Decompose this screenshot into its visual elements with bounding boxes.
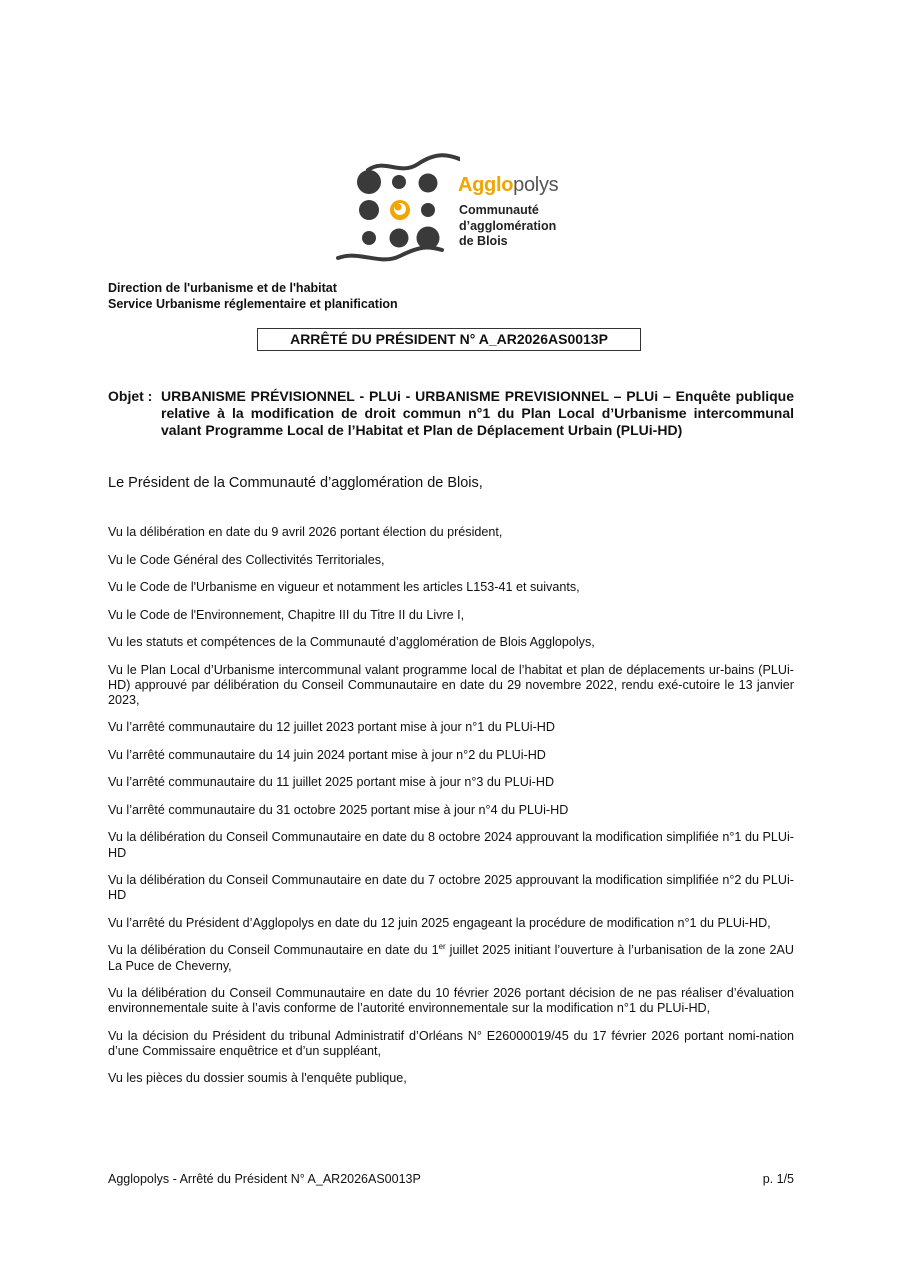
footer-page-number: p. 1/5 (762, 1172, 794, 1186)
consideration-text: Vu la délibération du Conseil Communautaire en date du 1 (108, 943, 439, 958)
consideration-item: Vu l’arrêté communautaire du 11 juillet 2025 portant mise à jour n°3 du PLUi-HD (108, 775, 555, 790)
consideration-item: Vu le Plan Local d’Urbanisme intercommunal valant programme local de l’habitat et plan de déplacements ur-bains (PLUi-HD) approuvé par délibération du Conseil Communautaire en date du 29 novembre 2022, rendu exé-cutoire le 13 janvier 2023, (108, 662, 794, 707)
brand-name-bold: Agglo (458, 174, 514, 196)
consideration-item: Vu l’arrêté du Président d’Agglopolys en date du 12 juin 2025 engageant la procédure de modification n°1 du PLUi-HD, (108, 915, 771, 930)
considerations-list (108, 525, 794, 1099)
consideration-item: Vu l’arrêté communautaire du 12 juillet 2023 portant mise à jour n°1 du PLUi-HD (108, 720, 555, 735)
consideration-item: Vu le Code Général des Collectivités Territoriales, (108, 552, 385, 567)
brand-name (458, 174, 558, 197)
footer-document-ref: Agglopolys - Arrêté du Président N° A_AR2026AS0013P (108, 1172, 421, 1186)
president-line: Le Président de la Communauté d’agglomération de Blois, (108, 475, 483, 491)
service-name: Service Urbanisme réglementaire et planification (108, 297, 398, 311)
consideration-item: Vu la délibération en date du 9 avril 2026 portant élection du président, (108, 525, 503, 539)
tagline-line: d’agglomération (459, 218, 557, 233)
consideration-text: juillet 2025 initiant l’ouverture à l’urbanisation de la zone 2AU La Puce de Cheverny, (108, 943, 794, 973)
consideration-item: Vu la délibération du Conseil Communautaire en date du 7 octobre 2025 approuvant la modification simplifiée n°2 du PLUi-HD (108, 873, 794, 903)
tagline-line: de Blois (459, 234, 508, 248)
brand-name-light: polys (513, 174, 559, 196)
department-name: Direction de l'urbanisme et de l'habitat (108, 281, 337, 295)
objet-text: URBANISME PRÉVISIONNEL - PLUi - URBANISME PREVISIONNEL – PLUi – Enquête publique relative à la modification de droit commun n°1 du Plan Local d’Urbanisme intercommunal valant Programme Local de l’Habitat et Plan de Déplacement Urbain (PLUi-HD) (161, 388, 794, 439)
tagline-line: Communauté (459, 203, 539, 217)
consideration-item: Vu le Code de l'Urbanisme en vigueur et notamment les articles L153-41 et suivants, (108, 580, 580, 594)
logo-dots-icon (330, 150, 460, 268)
consideration-item: Vu les statuts et compétences de la Communauté d’agglomération de Blois Agglopolys, (108, 635, 595, 649)
consideration-item: Vu l’arrêté communautaire du 31 octobre 2025 portant mise à jour n°4 du PLUi-HD (108, 802, 569, 817)
consideration-item: Vu la délibération du Conseil Communautaire en date du 8 octobre 2024 approuvant la modification simplifiée n°1 du PLUi-HD (108, 830, 794, 860)
consideration-item: Vu l’arrêté communautaire du 14 juin 2024 portant mise à jour n°2 du PLUi-HD (108, 747, 546, 762)
consideration-item: Vu la décision du Président du tribunal Administratif d’Orléans N° E26000019/45 du 17 février 2026 portant nomi-nation d’une Commissaire enquêtrice et d’un suppléant, (108, 1028, 794, 1058)
objet-label: Objet : (108, 388, 153, 404)
consideration-item: Vu les pièces du dossier soumis à l'enquête publique, (108, 1071, 407, 1086)
decree-title: ARRÊTÉ DU PRÉSIDENT N° A_AR2026AS0013P (257, 328, 641, 351)
ordinal-superscript: er (438, 942, 446, 952)
brand-tagline (459, 203, 556, 250)
consideration-item (108, 943, 794, 973)
consideration-item: Vu le Code de l'Environnement, Chapitre III du Titre II du Livre I, (108, 607, 465, 622)
objet-section (108, 388, 794, 440)
consideration-item: Vu la délibération du Conseil Communautaire en date du 10 février 2026 portant décision de ne pas réaliser d’évaluation environnementale suite à l’avis conforme de l’autorité environnementale sur la modification n°1 du PLUi-HD, (108, 986, 794, 1016)
department-header (108, 280, 398, 312)
agglopolys-logo (330, 150, 580, 268)
